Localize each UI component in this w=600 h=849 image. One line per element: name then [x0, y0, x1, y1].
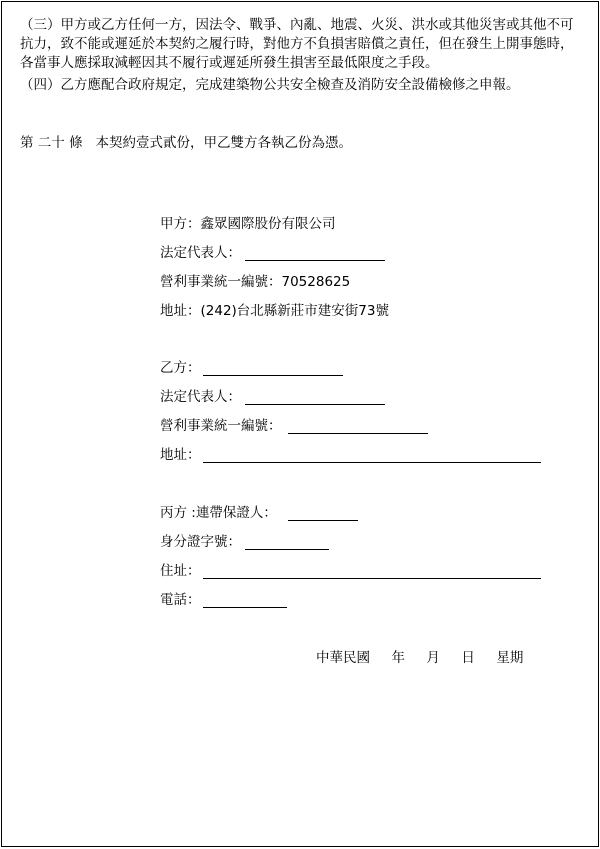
party-b-address-line — [203, 462, 541, 463]
clause-4: （四）乙方應配合政府規定，完成建築物公共安全檢查及消防安全設備檢修之申報。 — [20, 77, 520, 93]
party-b-rep-label: 法定代表人： — [160, 389, 241, 405]
party-c-phone-label: 電話： — [160, 592, 201, 608]
party-c-guarantor-label: 丙方 :連帶保證人： — [160, 505, 277, 521]
party-b-name-label: 乙方： — [160, 360, 201, 376]
party-a-name: 甲方：鑫眾國際股份有限公司 — [160, 216, 336, 232]
date-line: 中華民國 年 月 日 星期 — [316, 650, 524, 666]
party-a-rep-label: 法定代表人： — [160, 245, 241, 261]
party-b-taxid-label: 營利事業統一編號： — [160, 418, 282, 434]
contract-page — [1, 1, 599, 847]
party-b-rep-line — [245, 404, 385, 405]
party-c-id-line — [245, 549, 329, 550]
party-c-guarantor-line — [288, 520, 358, 521]
party-b-taxid-line — [288, 433, 428, 434]
party-a-taxid: 營利事業統一編號：70528625 — [160, 274, 351, 290]
party-a-address: 地址：(242)台北縣新莊市建安街73號 — [160, 303, 389, 319]
party-b-address-label: 地址： — [160, 447, 201, 463]
party-c-id-label: 身分證字號： — [160, 534, 241, 550]
party-c-phone-line — [203, 607, 287, 608]
party-c-address-label: 住址： — [160, 563, 201, 579]
party-a-rep-line — [245, 260, 385, 261]
article-20: 第 二十 條 本契約壹式貳份，甲乙雙方各執乙份為憑。 — [20, 135, 352, 151]
party-b-name-line — [203, 375, 343, 376]
clause-3: （三）甲方或乙方任何一方，因法令、戰爭、內亂、地震、火災、洪水或其他災害或其他不可抗力，致不能或遲延於本契約之履行時，對他方不負損害賠償之責任，但在發生上開事態時，各當事人應採取減輕因其不履行或遲延所發生損害至最低限度之手段。 — [20, 17, 574, 71]
party-c-address-line — [203, 578, 541, 579]
